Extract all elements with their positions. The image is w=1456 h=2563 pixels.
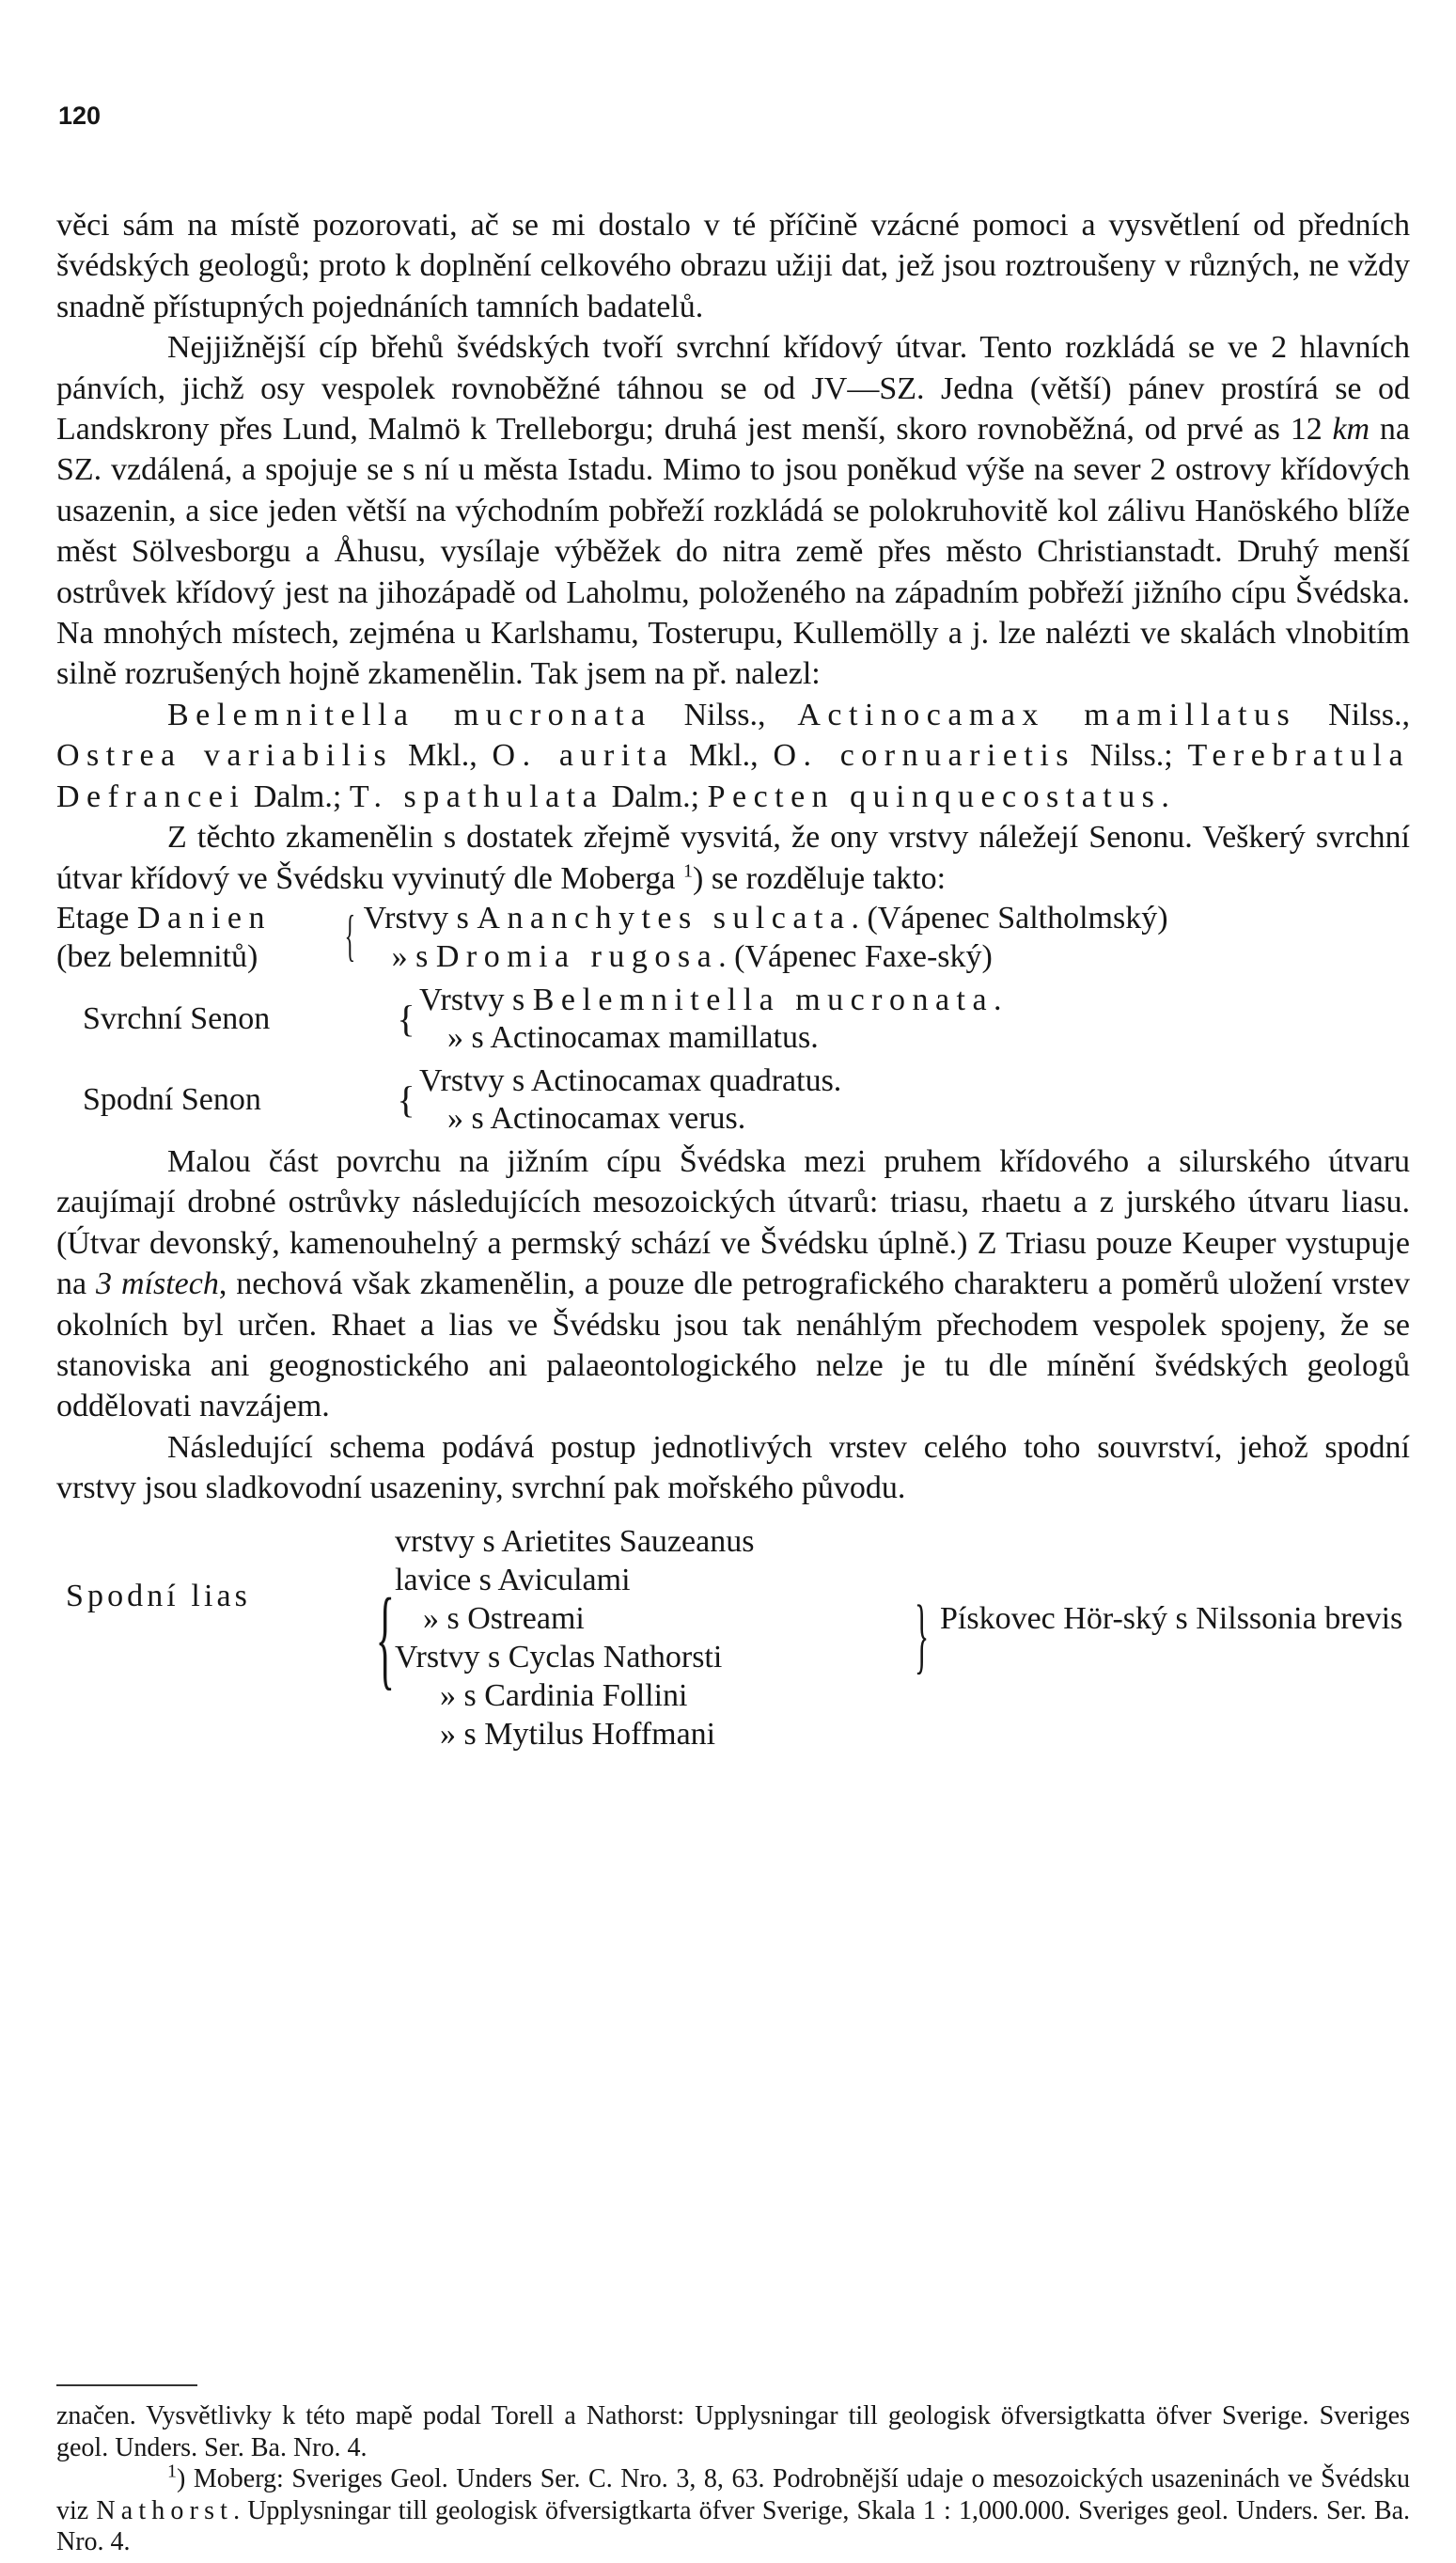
fossil-name: Belemnitella mucronata (167, 697, 652, 732)
lias-label: Spodní lias (66, 1578, 251, 1613)
footnote-rule (56, 2384, 197, 2386)
brace: { (375, 1574, 395, 1700)
lias-schema (56, 1522, 1410, 1753)
paragraph-6: Následující schema podává postup jednotlivých vrstev celého toho souvrství, jehož spodní vrstvy jsou sladkovodní usazeniny, svrchní pak mořského původu. (56, 1429, 1410, 1506)
fossil-name: Terebratula Defrancei (56, 738, 1411, 814)
lias-row: Vrstvy s Cyclas Nathorsti (395, 1639, 723, 1675)
lias-row: » s Mytilus Hoffmani (440, 1716, 716, 1752)
lias-row: vrstvy s Arietites Sauzeanus (395, 1523, 755, 1559)
lias-row: » s Ostreami (423, 1600, 585, 1636)
brace: { (397, 997, 415, 1040)
etage-table (56, 899, 1410, 976)
fossil-name: T. spathulata (349, 778, 604, 814)
fossil-name: Pecten quinquecostatus. (707, 778, 1177, 814)
svrchni-row-1: Vrstvy s Belemnitella mucronata. (419, 982, 1009, 1017)
spodni-senon-block (83, 1062, 1410, 1138)
brace: { (344, 904, 356, 967)
footnote-1: $^1$) Moberg: Sveriges Geol. Unders Ser. C. Nro. 3, 8, 63. Podrobnější udaje o mesozoických usazeninách ve Švédsku viz Nathorst. Upplysningar till geologisk öfversigtkarta öfver Sverige, Skala 1 : 1,000.000. Sveriges geol. Unders. Ser. Ba. Nro. 4. (56, 2461, 1410, 2556)
danien-row-2: » s Dromia rugosa. (Vápenec Faxe-ský) (391, 938, 993, 974)
svrchni-senon-label: Svrchní Senon (83, 1000, 271, 1036)
fossil-name: O. aurita (492, 738, 675, 774)
brace: { (397, 1077, 415, 1121)
svrchni-row-2: » s Actinocamax mamillatus. (447, 1019, 819, 1055)
lias-rows (395, 1522, 902, 1753)
footnotes (56, 2400, 1410, 2558)
spodni-row-2: » s Actinocamax verus. (447, 1100, 746, 1136)
spodni-senon-label: Spodní Senon (83, 1081, 261, 1117)
italic-phrase: 3 místech (96, 1266, 219, 1302)
svrchni-senon-block (83, 982, 1410, 1057)
paragraph-5: Malou část povrchu na jižním cípu Švédska mezi pruhem křídového a silurského útvaru zaujímají drobné ostrůvky následujících mesozoických útvarů: triasu, rhaetu a z jurského útvaru liasu. (Útvar devonský, kamenouhelný a permský schází ve Švédsku úplně.) Z Triasu pouze Keuper vystupuje na 3 místech, nechová však zkamenělin, a pouze dle petrografického charakteru a poměrů uložení vrstev okolních byl určen. Rhaet a lias ve Švédsku jsou tak nenáhlým přechodem vespolek spojeny, že se stanoviska ani geognostického ani palaeontologického nelze je tu dle mínění švédských geologů oddělovati navzájem. (56, 1143, 1411, 1424)
brace: } (915, 1588, 930, 1682)
fossil-name: O. cornuarietis (773, 738, 1075, 774)
paragraph-2: Nejjižnější cíp břehů švédských tvoří svrchní křídový útvar. Tento rozkládá se ve 2 hlavních pánvích, jichž osy vespolek rovnoběžné táhnou se od JV—SZ. Jedna (větší) pánev prostírá se od Landskrony přes Lund, Malmö k Trelleborgu; druhá jest menší, skoro rovnoběžná, od prvé as 12 km na SZ. vzdálená, a spojuje se s ní u města Istadu. Mimo to jsou poněkud výše na sever 2 ostrovy křídových usazenin, a sice jeden větší na východním pobřeží rozkládá se polokruhovitě kol zálivu Hanöského blíže měst Sölvesborgu a Åhusu, vysílaje výběžek do nitra země přes město Christianstadt. Druhý menší ostrůvek křídový jest na jihozápadě od Laholmu, položeného na západním pobřeží jižního cípu Švédska. Na mnohých místech, zejména u Karlshamu, Tosterupu, Kullemölly a j. lze nalézti ve skalách vlnobitím silně rozrušených hojně zkamenělin. Tak jsem na př. nalezl: (56, 330, 1410, 692)
fossil-name: Actinocamax mamillatus (797, 697, 1297, 732)
fossil-name: Ostrea variabilis (56, 738, 394, 774)
footnote-continuation: značen. Vysvětlivky k této mapě podal Torell a Nathorst: Upplysningar till geologisk öfversigtkatta öfver Sverige. Sveriges geol. Unders. Ser. Ba. Nro. 4. (56, 2401, 1410, 2462)
danien-label-note: (bez belemnitů) (56, 938, 258, 974)
paragraph-4: Z těchto zkamenělin s dostatek zřejmě vysvitá, že ony vrstvy náležejí Senonu. Veškerý svrchní útvar křídový ve Švédsku vyvinutý dle Moberga $^1$) se rozděluje takto: (56, 820, 1410, 896)
lias-right-text: Pískovec Hör-ský s Nilssonia brevis (940, 1600, 1403, 1636)
page-number: 120 (58, 102, 102, 130)
lias-row: lavice s Aviculami (395, 1562, 631, 1597)
paragraph-1: věci sám na místě pozorovati, ač se mi dostalo v té příčině vzácné pomoci a vysvětlení od předních švédských geologů; proto k doplnění celkového obrazu užiji dat, jež jsou roztroušeny v různých, ne vždy snadně přístupných pojednáních tamních badatelů. (56, 208, 1410, 324)
danien-row-1: Vrstvy s Ananchytes sulcata. (Vápenec Saltholmský) (363, 900, 1168, 936)
lias-row: » s Cardinia Follini (440, 1677, 688, 1713)
spodni-row-1: Vrstvy s Actinocamax quadratus. (419, 1062, 842, 1098)
danien-label: Etage Danien (56, 900, 272, 936)
main-text (56, 205, 1410, 1753)
footnote-ref: 1 (683, 860, 694, 882)
fossil-list: Belemnitella mucronata Nilss., Actinocamax mamillatus Nilss., Ostrea variabilis Mkl., O. aurita Mkl., O. cornuarietis Nilss.; Terebratula Defrancei Dalm.; T. spathulata Dalm.; Pecten quinquecostatus. (56, 697, 1411, 814)
unit-km: km (1332, 412, 1370, 448)
